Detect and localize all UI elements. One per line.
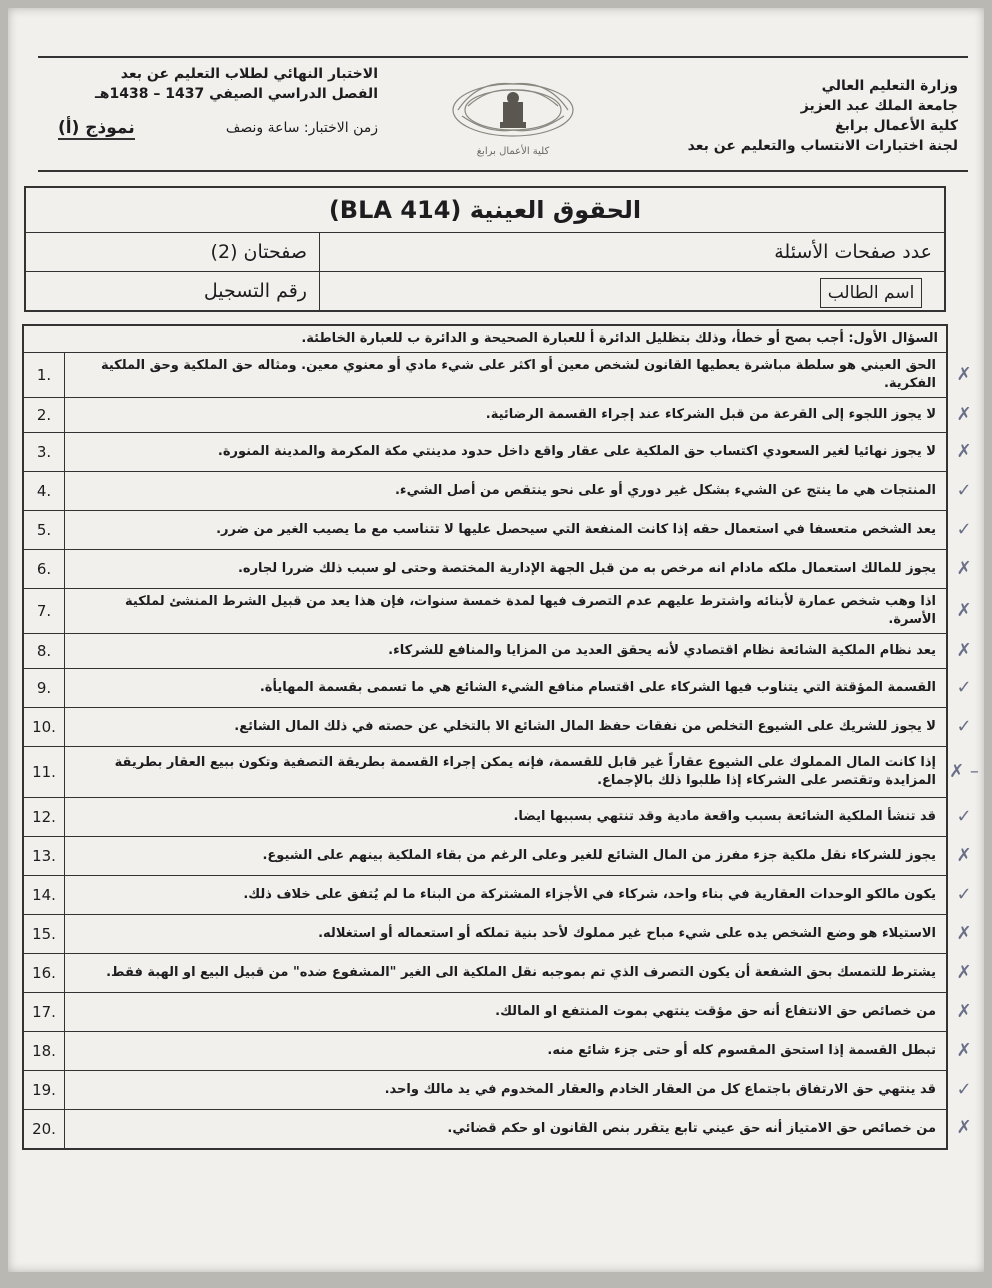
question-row (24, 876, 946, 915)
grading-mark: ✓ (956, 883, 972, 905)
question-row (24, 398, 946, 433)
student-row (26, 272, 944, 310)
question-text: لا يجوز اللجوء إلى القرعة من قبل الشركاء عند إجراء القسمة الرضائية. (485, 407, 936, 422)
question-row (24, 837, 946, 876)
question-number: .4 (24, 472, 65, 510)
committee-line: لجنة اختبارات الانتساب والتعليم عن بعد (687, 138, 958, 154)
question-number: .5 (24, 511, 65, 549)
ministry-block (658, 76, 958, 156)
question-row (24, 954, 946, 993)
question-row (24, 1032, 946, 1071)
question-row (24, 550, 946, 589)
grading-mark: ✗ (956, 1039, 972, 1061)
question-text: اذا وهب شخص عمارة لأبنائه واشترط عليهم عدم التصرف فيها لمدة خمسة سنوات، فإن هذا يعد من قبيل الشرط المنشئ لملكية الأسرة. (125, 594, 936, 627)
question-text: يجوز للشركاء نقل ملكية جزء مفرز من المال الشائع للغير وعلى الرغم من بقاء الملكية بينهم على الشيوع. (262, 848, 936, 863)
exam-info-block (58, 64, 378, 140)
question-number: .3 (24, 433, 65, 471)
pages-row (26, 233, 944, 272)
question-text: من خصائص حق الامتياز أنه حق عيني تابع يتقرر بنص القانون او حكم قضائي. (447, 1121, 936, 1136)
question-number: .8 (24, 634, 65, 668)
question-text: قد تنشأ الملكية الشائعة بسبب واقعة مادية وقد تنتهي بسببها ايضا. (513, 809, 936, 824)
grading-mark: ✗ (956, 844, 972, 866)
question-number: .2 (24, 398, 65, 432)
question-row (24, 798, 946, 837)
grading-mark: ✓ (956, 676, 972, 698)
question-text: القسمة المؤقتة التي يتناوب فيها الشركاء على اقتسام منافع الشيء الشائع هي ما تسمى بقسمة المهايأة. (259, 680, 936, 695)
question-row (24, 747, 946, 798)
question-text: يعد نظام الملكية الشائعة نظام اقتصادي لأنه يحقق العديد من المزايا والمنافع للشركاء. (388, 643, 936, 658)
student-name-field[interactable] (319, 272, 944, 310)
question-number: .17 (24, 993, 65, 1031)
college-logo (438, 76, 588, 171)
pages-value: صفحتان (2) (210, 241, 307, 263)
question-text: الاستيلاء هو وضع الشخص يده على شيء مباح غير مملوك لأحد بنية تملكه أو استعماله أو استغلاله. (318, 926, 936, 941)
grading-mark: ✗ (956, 1000, 972, 1022)
question-number: .9 (24, 669, 65, 707)
question-text: يشترط للتمسك بحق الشفعة أن يكون التصرف الذي تم بموجبه نقل الملكية الى الغير "المشفوع ضده" من قبيل البيع او الهبة فقط. (106, 965, 936, 980)
college-line: كلية الأعمال برابغ (835, 118, 958, 134)
grading-mark: ✗ (956, 557, 972, 579)
exam-type-line: الاختبار النهائي لطلاب التعليم عن بعد (120, 66, 378, 82)
question-row (24, 1071, 946, 1110)
question-number: .14 (24, 876, 65, 914)
question-row (24, 634, 946, 669)
question-row (24, 589, 946, 634)
question-row (24, 669, 946, 708)
student-name-label: اسم الطالب (820, 278, 922, 308)
question-text: لا يجوز نهائيا لغير السعودي اكتساب حق الملكية على عقار واقع داخل حدود مدينتي مكة المكرمة والمدينة المنورة. (217, 444, 936, 459)
exam-sheet (8, 8, 984, 1272)
exam-duration: زمن الاختبار: ساعة ونصف (225, 120, 378, 136)
exam-model-label: نموذج (أ) (58, 118, 135, 138)
logo-caption: كلية الأعمال برابغ (476, 146, 550, 157)
question-number: .15 (24, 915, 65, 953)
course-title: الحقوق العينية (BLA 414) (26, 188, 944, 233)
question-row (24, 708, 946, 747)
grading-mark: ✓ (956, 805, 972, 827)
question-row (24, 993, 946, 1032)
registration-number-field[interactable]: رقم التسجيل (203, 280, 307, 302)
question-number: .19 (24, 1071, 65, 1109)
question-text: لا يجوز للشريك على الشيوع التخلص من نفقات حفظ المال الشائع الا بالتخلي عن حصته في ذلك المال الشائع. (234, 719, 936, 734)
questions-table (22, 324, 948, 1150)
question-text: تبطل القسمة إذا استحق المقسوم كله أو حتى جزء شائع منه. (547, 1043, 936, 1058)
pages-label: عدد صفحات الأسئلة (319, 233, 944, 271)
question-number: .7 (24, 589, 65, 633)
header-bottom-rule (38, 170, 968, 172)
grading-mark: ✓ (956, 479, 972, 501)
university-line: جامعة الملك عبد العزيز (800, 98, 958, 114)
question-number: .18 (24, 1032, 65, 1070)
grading-mark: ✓ (956, 518, 972, 540)
question-text: إذا كانت المال المملوك على الشيوع عقاراً غير قابل للقسمة، فإنه يمكن إجراء القسمة بطريقة التصفية وتكون ببيع العقار بطريقة المزايدة وتقتصر على الشركاء إذا طلبوا ذلك بالإجماع. (114, 755, 936, 788)
question-row (24, 472, 946, 511)
question-text: يكون مالكو الوحدات العقارية في بناء واحد، شركاء في الأجزاء المشتركة من البناء ما لم يُتفق على خلاف ذلك. (243, 887, 936, 902)
question-text: يعد الشخص متعسفا في استعمال حقه إذا كانت المنفعة التي سيحصل عليها لا تتناسب مع ما يصيب الغير من ضرر. (216, 522, 936, 537)
grading-mark: ✗ (956, 440, 972, 462)
grading-marks-column (944, 8, 992, 1288)
semester-line: الفصل الدراسي الصيفي 1437 – 1438هـ (95, 86, 378, 102)
logo-emblem-icon (448, 76, 578, 146)
grading-mark: ✓ (956, 1078, 972, 1100)
section-instruction: السؤال الأول: أجب بصح أو خطأ، وذلك بتظليل الدائرة أ للعبارة الصحيحة و الدائرة ب للعبارة الخاطئة. (24, 326, 946, 353)
question-number: .20 (24, 1110, 65, 1148)
question-number: .6 (24, 550, 65, 588)
question-number: .16 (24, 954, 65, 992)
grading-mark: ✓ (956, 715, 972, 737)
question-row (24, 433, 946, 472)
question-number: .1 (24, 353, 65, 397)
grading-mark: ✗ (956, 961, 972, 983)
question-row (24, 511, 946, 550)
question-text: قد ينتهي حق الارتفاق باجتماع كل من العقار الخادم والعقار المخدوم في يد مالك واحد. (384, 1082, 936, 1097)
question-number: .12 (24, 798, 65, 836)
question-number: .13 (24, 837, 65, 875)
grading-mark: ✗ (956, 922, 972, 944)
question-row (24, 353, 946, 398)
grading-mark: ✗ – (949, 760, 979, 782)
question-number: .11 (24, 747, 65, 797)
grading-mark: ✗ (956, 639, 972, 661)
question-text: يجوز للمالك استعمال ملكه مادام انه مرخص به من قبل الجهة الإدارية المختصة وحتى لو سبب ذلك ضررا لجاره. (237, 561, 936, 576)
grading-mark: ✗ (956, 403, 972, 425)
question-text: من خصائص حق الانتفاع أنه حق مؤقت ينتهي بموت المنتفع او المالك. (495, 1004, 936, 1019)
grading-mark: ✗ (956, 599, 972, 621)
exam-header (38, 58, 968, 173)
grading-mark: ✗ (956, 1117, 972, 1138)
question-row (24, 915, 946, 954)
course-info-table (24, 186, 946, 312)
question-text: المنتجات هي ما ينتج عن الشيء بشكل غير دوري أو على نحو ينتقص من أصل الشيء. (394, 483, 936, 498)
question-number: .10 (24, 708, 65, 746)
question-rows (24, 353, 946, 1148)
ministry-line: وزارة التعليم العالي (821, 78, 958, 94)
grading-mark: ✗ (956, 363, 972, 385)
question-text: الحق العيني هو سلطة مباشرة يعطيها القانون لشخص معين أو اكثر على شيء مادي أو معنوي معين. ومثاله حق الملكية وحق الملكية الفكرية. (100, 358, 936, 391)
question-row (24, 1110, 946, 1148)
